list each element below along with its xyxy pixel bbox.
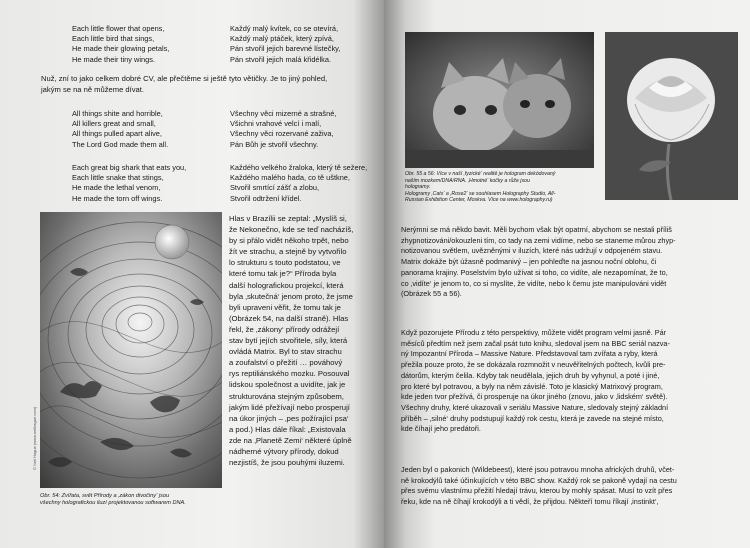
text-line: rys reptiliánského mozku. Posouval [229, 369, 350, 379]
caption-line: hologramy. [405, 184, 431, 191]
spiral-animal-artwork [40, 212, 222, 488]
text-line: Hlas v Brazílii se zeptal: „Myslíš si, [229, 214, 347, 223]
text-line: kde jeden tvor přežívá, či prosperuje na úkor jiného (znovu, jako v ‚lidském‘ světě). [401, 392, 668, 402]
poem-line: He made the lethal venom, [72, 183, 161, 193]
text-line: řeku, kde na ně číhají krokodýli a ti vědí, že přijdou. Někteří tomu říkají ‚instinkt‘, [401, 497, 659, 507]
right-page [384, 0, 750, 548]
figure-55-56-caption [405, 171, 555, 204]
poem-line: Každého velkého žraloka, který tě sežere, [230, 163, 368, 172]
caption-line: Russian Exhibition Center, Moskva. Více na www.holography.ru) [405, 197, 553, 204]
text-line: zhypnotizováni/okouzleni tím, co tady na zemi vidíme, nebo se staneme můrou zhyp- [401, 235, 676, 245]
figure-56-rose-hologram [605, 32, 738, 200]
text-line: a zoufalství o přežití … pováhový [229, 358, 343, 368]
caption-line: všechny holografickou iluzí projektovanou softwarem DNA. [40, 500, 186, 507]
text-line: Jeden byl o pakonich (Wildebeest), které jsou potravou mnoha afrických druhů, včet- [401, 465, 675, 474]
text-line: zde na ‚Planetě Zemi‘ některé úplně [229, 435, 352, 445]
figure-55-cats-hologram [405, 32, 594, 168]
text-line: jakým se na ně můžeme dívat. [41, 85, 144, 94]
caption-line: Hologramy ‚Cats‘ a ‚Rose2‘ se souhlasem Holography Studio, All- [405, 190, 556, 197]
text-line: (Obrázek 54, na další straně). Hlas [229, 313, 349, 323]
poem-line: Each little bird that sings, [72, 34, 155, 44]
poem1-czech [230, 24, 340, 65]
text-line: (Obrázek 55 a 56). [401, 289, 462, 299]
text-line: kde číhají jeho predátoři. [401, 424, 481, 434]
caption-line: Obr. 54: Zvířata, svět Přírody a ‚zákon divočiny‘ jsou [40, 493, 170, 499]
poem-line: Each little snake that stings, [72, 173, 164, 183]
text-line: stav bytí jejích stvořitele, síly, která [229, 336, 348, 346]
text-line: Všechny druhy, které ukazovali v seriálu Massive Nature, sledovaly stejný základní [401, 402, 669, 412]
poem2-czech [230, 109, 336, 150]
text-line: ovládá Matrix. Byl to stav strachu [229, 347, 342, 357]
text-line: jakým lidé přežívají nebo prosperují [229, 402, 350, 412]
text-line: nádherné výtvory přírody, dokud [229, 446, 339, 456]
text-line: Nuž, zní to jako celkem dobré CV, ale přečtěme si ještě tyto větičky. Je to jiný pohled, [41, 74, 328, 83]
text-line: pro které byl potravou, a byly na něm závislé. Toto je klasický Matrixový program, [401, 381, 663, 391]
poem-line: Každého malého hada, co tě uštkne, [230, 173, 350, 183]
rose-photo [605, 32, 738, 200]
poem-line: Všichni vrahové velcí i malí, [230, 119, 322, 129]
poem-line: Pán stvořil jejich barevné lístečky, [230, 44, 341, 54]
text-line: měsíců předtím než jsem začal psát tuto knihu, sledoval jsem na BBC seriál nazva- [401, 338, 670, 348]
text-line: lo strukturu s touto podstatou, ve [229, 258, 341, 268]
figure-54-illustration [40, 212, 222, 488]
text-line: Když pozorujete Přírodu z této perspektivy, můžete vidět program velmi jasně. Pár [401, 328, 667, 337]
text-line: na úkor jiných – ‚pes požírající psa‘ [229, 413, 349, 423]
text-line: notizovanou světlem, uvězněnými v iluzích, které nás udržují v odpojeném stavu. [401, 246, 663, 256]
text-line: přežila pouze proto, že se dokázala rozmnožit v neuvěřitelných počtech, kvůli pre- [401, 360, 666, 370]
body-paragraph-2 [401, 328, 670, 435]
text-line: a pod.) Hlas dále říkal: „Existovala [229, 424, 346, 434]
text-line: byla ‚skutečná‘ jenom proto, že jsme [229, 291, 353, 301]
poem-line: Pán Bůh je stvořil všechny. [230, 139, 319, 149]
poem2-english [72, 109, 168, 150]
poem3-english [72, 163, 186, 204]
poem-line: Each little flower that opens, [72, 24, 165, 33]
text-line: ný Impozantní Příroda – Massive Nature. Představoval tam zvířata a ryby, která [401, 349, 658, 359]
poem1-english [72, 24, 169, 65]
poem-line: Pán stvořil jejich malá křidélka. [230, 54, 332, 64]
figure-credit: © Neil Hague (www.neilhague.com) [32, 406, 37, 470]
text-line: dátorům, kterým čelila. Kdyby tak neudělala, jejich druh by vyhynul, a poté i jiné, [401, 370, 660, 380]
poem-line: Stvořil odtržení křídel. [230, 193, 302, 203]
poem-line: All killers great and small, [72, 119, 156, 129]
text-line: ně krokodýlů také účinkujících v této BBC show. Každý rok se pakoně vydají na cestu [401, 475, 677, 485]
body-column-left [229, 213, 353, 468]
text-line: že Nekonečno, kde se teď nacházíš, [229, 225, 354, 235]
poem-line: All things pulled apart alive, [72, 129, 162, 139]
poem-line: Všechny věci rozervané zaživa, [230, 129, 334, 139]
poem-line: He made their tiny wings. [72, 54, 155, 64]
text-line: panorama krajiny. Poselstvím bylo užívat si toho, co vidíte, ale nezapomínat, že to, [401, 267, 668, 277]
text-line: Nerýmni se má někdo bavit. Měli bychom však být opatrní, abychom se nestali příliš [401, 225, 672, 234]
poem-line: Stvořil smrtící zášť a zlobu, [230, 183, 320, 193]
poem-line: Each great big shark that eats you, [72, 163, 187, 172]
caption-line: naším mozkem/DNA/RNA. ‚Hmotné‘ kočky a růže jsou [405, 177, 530, 184]
text-line: příběh – ‚silné‘ druhy podstupují každý rok cestu, která je zavede na stejné místo, [401, 413, 664, 423]
text-line: byli upraveni věřit, že tomu tak je [229, 302, 341, 312]
body-paragraph-3 [401, 465, 677, 508]
intro-paragraph [41, 73, 327, 95]
text-line: nezjistíš, že jsou pouhými iluzemi. [229, 458, 345, 468]
poem-line: Každý malý kvítek, co se otevírá, [230, 24, 339, 33]
poem-line: The Lord God made them all. [72, 139, 169, 149]
figure-54-caption [40, 493, 186, 507]
caption-line: Obr. 55 a 56: Více v naší ‚fyzické‘ realitě je hologram dekódovaný [405, 171, 556, 177]
poem-line: He made their glowing petals, [72, 44, 170, 54]
poem-line: Každý malý ptáček, který zpívá, [230, 34, 334, 44]
cats-photo [405, 32, 594, 168]
text-line: další holografickou projekcí, která [229, 280, 344, 290]
text-line: žít ve strachu, a stejně by vytvořilo [229, 247, 347, 257]
body-paragraph-1 [401, 225, 676, 300]
text-line: které tomu tak je?“ Příroda byla [229, 269, 337, 279]
poem-line: He made the torn off wings. [72, 193, 163, 203]
poem-line: Všechny věci mizerné a strašné, [230, 109, 337, 118]
text-line: řekl, že ‚zákony‘ přírody odrážejí [229, 324, 340, 334]
text-line: Matrix dokáže být úžasně podmanivý – jen pohleďte na jasnou noční oblohu, či [401, 257, 657, 267]
text-line: by si přálo vidět někoho trpět, nebo [229, 236, 349, 246]
text-line: strukturována stejným způsobem, [229, 391, 344, 401]
text-line: co ‚vidíte‘ je jenom to, co si myslíte, že vidíte, nebo k čemu jste manipulováni vidět [401, 278, 667, 288]
text-line: lidskou společnost a uvidíte, jak je [229, 380, 346, 390]
text-line: přes svému vlastnímu přežití hledají trávu, kterou by mohly spásat. Musí to vzít přes [401, 486, 673, 496]
poem3-czech [230, 163, 367, 204]
poem-line: All things shite and horrible, [72, 109, 163, 118]
